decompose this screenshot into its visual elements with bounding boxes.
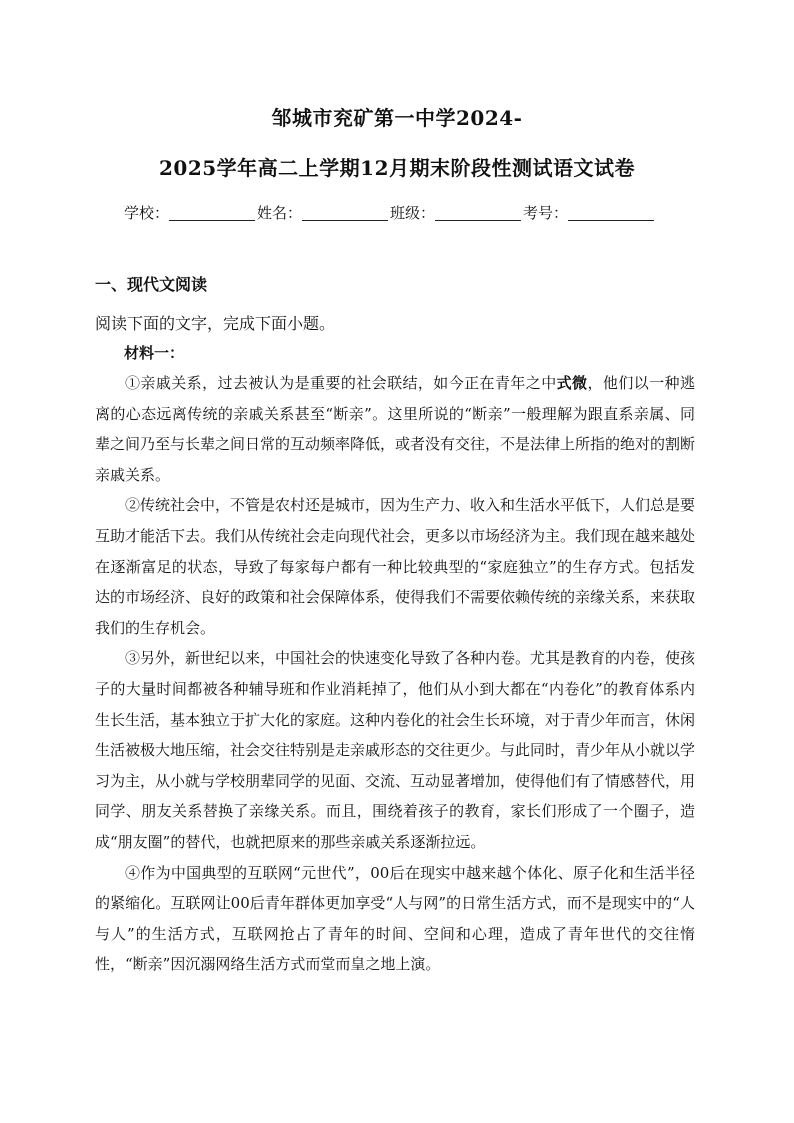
passage — [95, 368, 695, 980]
material-label: 材料一： — [124, 344, 185, 362]
section-title: 一、现代文阅读 — [95, 275, 208, 294]
name-blank[interactable] — [302, 205, 388, 221]
paragraph-4: ④作为中国典型的互联网“元世代”，00后在现实中越来越个体化、原子化和生活半径的紧缩化。互联网让00后青年群体更加享受“人与网”的日常生活方式，而不是现实中的“人与人”的生活方式，互联网抢占了青年的时间、空间和心理，造成了青年世代的交往惰性，“断亲”因沉溺网络生活方式而堂而皇之地上演。 — [95, 863, 695, 974]
emphasized-word: 式微 — [556, 374, 588, 392]
title-line-2: 2025学年高二上学期12月期末阶段性测试语文试卷 — [159, 156, 635, 180]
exam-number-blank[interactable] — [568, 205, 654, 221]
exam-number-label: 考号： — [523, 204, 569, 222]
school-label: 学校： — [124, 204, 170, 222]
class-blank[interactable] — [435, 205, 521, 221]
name-label: 姓名： — [257, 204, 303, 222]
title-line-1: 邹城市兖矿第一中学2024- — [271, 106, 523, 130]
paragraph-2: ②传统社会中，不管是农村还是城市，因为生产力、收入和生活水平低下，人们总是要互助才能活下去。我们从传统社会走向现代社会，更多以市场经济为主。我们现在越来越处在逐渐富足的状态，导致了每家每户都有一种比较典型的“家庭独立”的生存方式。包括发达的市场经济、良好的政策和社会保障体系，使得我们不需要依赖传统的亲缘关系，来获取我们的生存机会。 — [95, 496, 696, 637]
instruction: 阅读下面的文字，完成下面小题。 — [95, 314, 336, 333]
student-info-row — [124, 202, 684, 223]
class-label: 班级： — [390, 204, 436, 222]
paragraph-3: ③另外，新世纪以来，中国社会的快速变化导致了各种内卷。尤其是教育的内卷，使孩子的大量时间都被各种辅导班和作业消耗掉了，他们从小到大都在“内卷化”的教育体系内生长生活，基本独立于扩大化的家庭。这种内卷化的社会生长环境，对于青少年而言，休闲生活被极大地压缩，社会交往特别是走亲戚形态的交往更少。与此同时，青少年从小就以学习为主，从小就与学校朋辈同学的见面、交流、互动显著增加，使得他们有了情感替代，用同学、朋友关系替换了亲缘关系。而且，围绕着孩子的教育，家长们形成了一个圈子，造成“朋友圈”的替代，也就把原来的那些亲戚关系逐渐拉远。 — [95, 649, 696, 851]
school-blank[interactable] — [169, 205, 255, 221]
paragraph-1: ①亲戚关系，过去被认为是重要的社会联结，如今正在青年之中式微，他们以一种逃离的心态远离传统的亲戚关系甚至“断亲”。这里所说的“断亲”一般理解为跟直系亲属、同辈之间乃至与长辈之间日常的互动频率降低，或者没有交往，不是法律上所指的绝对的割断亲戚关系。 — [95, 374, 696, 484]
